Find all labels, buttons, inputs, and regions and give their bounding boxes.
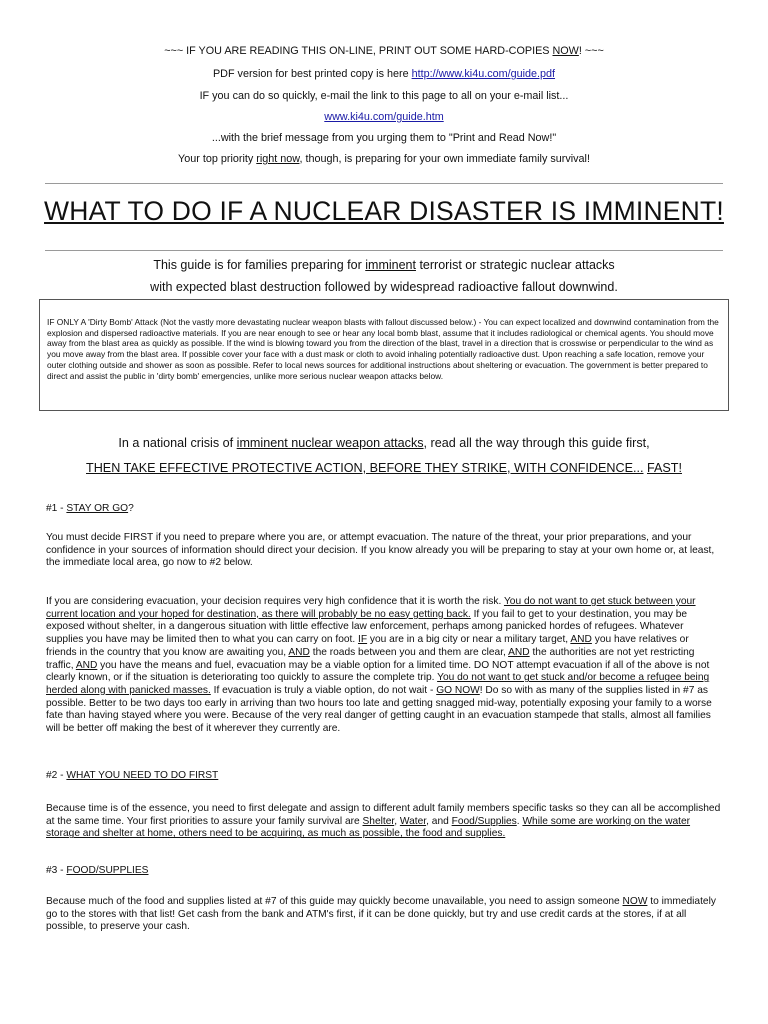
email-notice: IF you can do so quickly, e-mail the link to this page to all on your e-mail list... [199,90,569,102]
underlined-text: You do not want to get stuck and/or become a refugee being herded along with panicked masses. [46,672,710,696]
section-2-paragraph [46,803,722,841]
intro-line-1: This guide is for families preparing for imminent terrorist or strategic nuclear attacks [153,258,615,272]
text-run: you have relatives or friends in the country that you know are awaiting you, [46,634,689,658]
now-emphasis: NOW [552,45,579,57]
message-notice: ...with the brief message from you urging them to "Print and Read Now!" [211,132,557,144]
crisis-line-1: In a national crisis of imminent nuclear weapon attacks, read all the way through this guide first, [118,436,650,450]
underlined-text: AND [570,634,592,646]
underlined-text: NOW [622,896,648,907]
dirty-bomb-box: IF ONLY A 'Dirty Bomb' Attack (Not the vastly more devastating nuclear weapon blasts with fallout discussed below.) - You can expect localized and downwind contamination from the explosion and dispersed radioactive materials. If you are near enough to see or hear any local bomb blast, assume that it includes radiological or chemical agents. You should move away from the blast area as quickly as possible. If the wind is blowing toward you from the direction of the blast, travel in a direction that is crosswise or perpendicular to the wind as you move away from the blast area. If possible cover your face with a dust mask or cloth to avoid inhaling potentially radioactive dust. Upon reaching a safe location, remove your outer clothing outside and shower as soon as possible. Refer to local news sources for additional instructions about sheltering or evacuation. The government is better prepared to direct and assist the public in 'dirty bomb' emergencies, unlike more serious nuclear weapon attacks below. [39,299,729,411]
text-run: to immediately go to the stores with that list! Get cash from the bank and ATM's first, if it can be done quickly, but try and use credit cards at the stores, if at all possible, to preserve your cash. [46,896,716,933]
print-notice: ~~~ IF YOU ARE READING THIS ON-LINE, PRINT OUT SOME HARD-COPIES NOW! ~~~ [164,45,604,57]
guide-link[interactable]: www.ki4u.com/guide.htm [324,111,444,123]
underlined-text: Water [399,815,427,827]
text-run: the authorities are not yet restricting traffic, [46,646,695,671]
text-run: , and [426,815,452,827]
pdf-notice: PDF version for best printed copy is here http://www.ki4u.com/guide.pdf [212,68,556,80]
section-1-paragraph-2 [46,596,722,736]
section-1-paragraph-1: You must decide FIRST if you need to prepare where you are, or attempt evacuation. The nature of the threat, your prior preparations, and your confidence in your sources of information should direct your decision. If you know already you will be preparing to stay at your own home or, at least, the immediate local area, go now to #2 below. [46,532,715,569]
underlined-text: GO NOW [436,684,480,696]
text-run: you are in a big city or near a military target, [367,634,571,646]
underlined-text: IF [358,634,368,646]
divider-top [45,183,723,184]
underlined-text: While some are working on the water storage and shelter at home, others need to be acquiring, as much as possible, the food and supplies. [46,815,691,840]
intro-line-2: with expected blast destruction followed by widespread radioactive fallout downwind. [150,280,618,294]
underlined-text: AND [75,659,98,671]
priority-notice: Your top priority right now, though, is preparing for your own immediate family survival! [178,153,590,165]
text-run: you have the means and fuel, evacuation may be a viable option for a limited time. DO NOT attempt evacuation if all of the above is not clearly known, or if the situation is deteriorating too quickly to assure the complete trip. [46,659,710,684]
section-1-heading: #1 - STAY OR GO? [46,503,134,514]
section-2-heading: #2 - WHAT YOU NEED TO DO FIRST [46,770,219,781]
underlined-text: You do not want to get stuck between your current location and your hoped for destination, as there will probably be no easy getting back. [46,596,696,620]
crisis-line-2: THEN TAKE EFFECTIVE PROTECTIVE ACTION, BEFORE THEY STRIKE, WITH CONFIDENCE... FAST! [86,461,682,475]
text-run: , [394,815,400,827]
text-run: the roads between you and them are clear, [309,646,509,658]
text-run: Because much of the food and supplies listed at #7 of this guide may quickly become unavailable, you need to assign someone [46,896,623,907]
underlined-text: Shelter [362,815,395,827]
text-run: If evacuation is truly a viable option, do not wait - [210,684,437,696]
text-run: Because time is of the essence, you need to first delegate and assign to different adult family members specific tasks so they can all be accomplished at the same time. Your first priorities to assure your family survival are [46,803,721,827]
section-3-heading: #3 - FOOD/SUPPLIES [46,865,149,876]
underlined-text: Food/Supplies [451,815,517,827]
page-title: WHAT TO DO IF A NUCLEAR DISASTER IS IMMINENT! [44,196,724,226]
underlined-text: AND [508,646,530,658]
text-run: ! Do so with as many of the supplies listed in #7 as possible. Better to be two days too early in arriving than two hours too late and getting snagged mid-way, potentially exposing your family to a worse fate than having stayed where you were. Because of the very real danger of getting caught in an evacuation stampede that stalls, almost all families will be better off making the best of it wherever they currently are. [46,684,712,735]
divider-bottom [45,250,723,251]
underlined-text: AND [288,646,310,658]
text-run: If you are considering evacuation, your decision requires very high confidence that it is worth the risk. [46,596,504,607]
guide-link-line [30,111,738,124]
pdf-link[interactable]: http://www.ki4u.com/guide.pdf [411,68,556,80]
text-run: If you fail to get to your destination, you may be exposed without shelter, in a dangerous situation with little effective law enforcement, perhaps among panicked hordes of refugees. Whatever supplies you have may be limited then to what you can carry on foot. [46,608,688,646]
text-run: . [516,815,523,827]
section-3-paragraph [46,896,722,934]
